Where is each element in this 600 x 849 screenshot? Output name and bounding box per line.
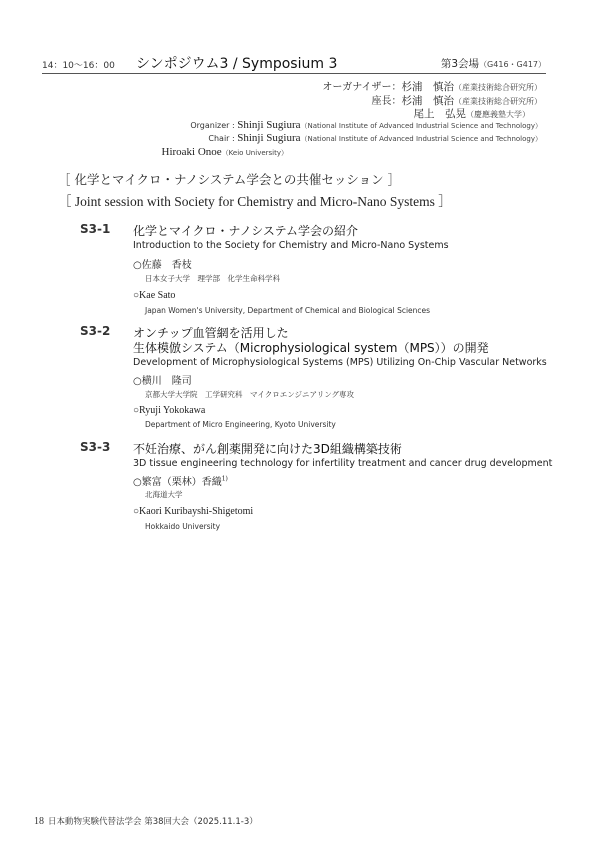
author-jp: ○横川 隆司	[133, 376, 192, 387]
chair1-aff-en: （National Institute of Advanced Industrial Science and Technology）	[300, 135, 542, 143]
affiliation-en: Hokkaido University	[145, 522, 221, 531]
organizer-name-jp: 杉浦 慎治	[401, 81, 454, 93]
symposium-title: シンポジウム3 / Symposium 3	[136, 56, 338, 72]
organizer-label-en: Organizer :	[190, 121, 238, 130]
session-heading-en: ［ Joint session with Society for Chemistry and Micro-Nano Systems ］	[58, 194, 452, 209]
talk-title-en: Introduction to the Society for Chemistry and Micro-Nano Systems	[133, 240, 449, 251]
author-en: ○Kae Sato	[133, 290, 176, 301]
organizer-aff-jp: （産業技術総合研究所）	[454, 83, 542, 92]
talk-id: S3-3	[80, 440, 111, 454]
chair2-aff-jp: （慶應義塾大学）	[466, 110, 530, 119]
room-number: （G416・G417）	[479, 60, 546, 69]
chair-label-en: Chair :	[208, 134, 238, 143]
organizer-en	[190, 119, 542, 131]
chair2-aff-en: （Keio University）	[221, 149, 288, 157]
talk-title-jp: 化学とマイクロ・ナノシステム学会の紹介	[133, 224, 359, 238]
chair-label-jp: 座長：	[371, 96, 402, 107]
author-jp: ○佐藤 香枝	[133, 260, 192, 271]
talk-title-jp-line1: オンチップ血管網を活用した	[133, 326, 289, 340]
chair1-name-en: Shinji Sugiura	[237, 132, 301, 144]
organizer-aff-en: （National Institute of Advanced Industrial Science and Technology）	[300, 122, 542, 130]
affiliation-jp: 日本女子大学 理学部 化学生命科学科	[145, 274, 280, 283]
organizer-label-jp: オーガナイザー：	[322, 82, 402, 93]
chair2-en	[162, 146, 289, 158]
page-header	[42, 51, 546, 73]
room-name: 第3会場	[440, 58, 480, 70]
room-label	[441, 56, 546, 71]
talk-title-en: Development of Microphysiological Systems (MPS) Utilizing On-Chip Vascular Networks	[133, 357, 547, 368]
chair1-en	[208, 132, 542, 144]
footer-text: 日本動物実験代替法学会 第38回大会（2025.11.1-3）	[48, 817, 258, 827]
affiliation-en: Japan Women's University, Department of Chemical and Biological Sciences	[145, 306, 431, 315]
affiliation-en: Department of Micro Engineering, Kyoto University	[145, 420, 336, 429]
talk-title-jp: 不妊治療、がん創薬開発に向けた3D組織構築技術	[133, 442, 402, 456]
affiliation-jp: 北海道大学	[145, 490, 183, 499]
talk-id: S3-2	[80, 324, 111, 338]
author-jp-footnote: 1)	[221, 475, 228, 483]
chair1-aff-jp: （産業技術総合研究所）	[454, 97, 542, 106]
talk-title-jp-line2: 生体模倣システム（Microphysiological system（MPS））の開発	[133, 341, 489, 355]
session-time: 14：10～16：00	[42, 61, 115, 71]
talk-id: S3-1	[80, 222, 111, 236]
organizer-name-en: Shinji Sugiura	[237, 119, 301, 131]
author-en: ○Ryuji Yokokawa	[133, 405, 206, 416]
session-heading-jp: ［ 化学とマイクロ・ナノシステム学会との共催セッション ］	[58, 172, 401, 187]
page-footer	[34, 815, 258, 827]
author-jp	[133, 473, 228, 488]
chair2-name-en: Hiroaki Onoe	[161, 146, 222, 158]
author-jp-name: ○繁富（栗林）香織	[133, 477, 222, 488]
chair1-name-jp: 杉浦 慎治	[401, 95, 454, 107]
page-number: 18	[34, 816, 44, 827]
affiliation-jp: 京都大学大学院 工学研究科 マイクロエンジニアリング専攻	[145, 390, 355, 399]
author-en: ○Kaori Kuribayshi-Shigetomi	[133, 506, 254, 517]
chair2-name-jp: 尾上 弘晃	[413, 108, 466, 120]
header-divider	[42, 73, 546, 74]
talk-title-en: 3D tissue engineering technology for infertility treatment and cancer drug development	[133, 458, 553, 469]
